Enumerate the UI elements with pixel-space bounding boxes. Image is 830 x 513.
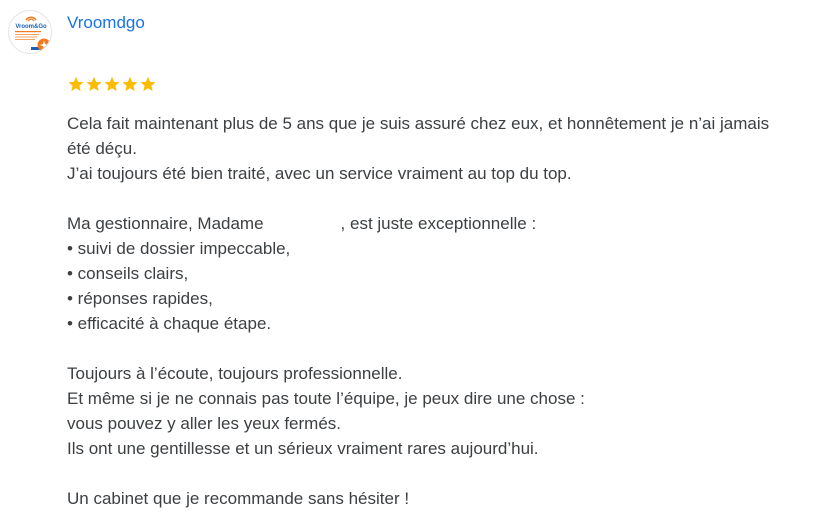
review-line: Toujours à l’écoute, toujours professionnelle. xyxy=(67,364,403,383)
review-line: Ils ont une gentillesse et un sérieux vraiment rares aujourd’hui. xyxy=(67,439,539,458)
review-line-part: Ma gestionnaire, Madame xyxy=(67,214,264,233)
blank-line xyxy=(67,336,822,361)
star-icon xyxy=(85,75,103,93)
bullet-item: • conseils clairs, xyxy=(67,264,189,283)
review-line: Cela fait maintenant plus de 5 ans que je suis assuré chez eux, et honnêtement je n’ai jamais xyxy=(67,114,770,133)
logo-text: Vroom&Go xyxy=(15,24,47,30)
bullet-item: • suivi de dossier impeccable, xyxy=(67,239,291,258)
review-line: Un cabinet que je recommande sans hésiter ! xyxy=(67,489,410,508)
author-name[interactable]: Vroomdgo xyxy=(67,13,145,32)
review-line: été déçu. xyxy=(67,139,137,158)
bullet-item: • efficacité à chaque étape. xyxy=(67,314,272,333)
review-line xyxy=(67,211,822,236)
bullet-item: • réponses rapides, xyxy=(67,289,213,308)
review-line: Et même si je ne connais pas toute l’équipe, je peux dire une chose : xyxy=(67,389,585,408)
blank-line xyxy=(67,186,822,211)
review-line: J’ai toujours été bien traité, avec un service vraiment au top du top. xyxy=(67,164,572,183)
star-icon xyxy=(139,75,157,93)
star-icon xyxy=(121,75,139,93)
star-icon xyxy=(103,75,121,93)
avatar[interactable] xyxy=(8,10,52,54)
review-text xyxy=(67,111,822,511)
vroom-and-go-logo-icon xyxy=(9,11,52,54)
blank-line xyxy=(67,461,822,486)
star-rating xyxy=(67,75,157,93)
review-line: vous pouvez y aller les yeux fermés. xyxy=(67,414,342,433)
star-icon xyxy=(67,75,85,93)
review-line-part: , est juste exceptionnelle : xyxy=(340,214,537,233)
